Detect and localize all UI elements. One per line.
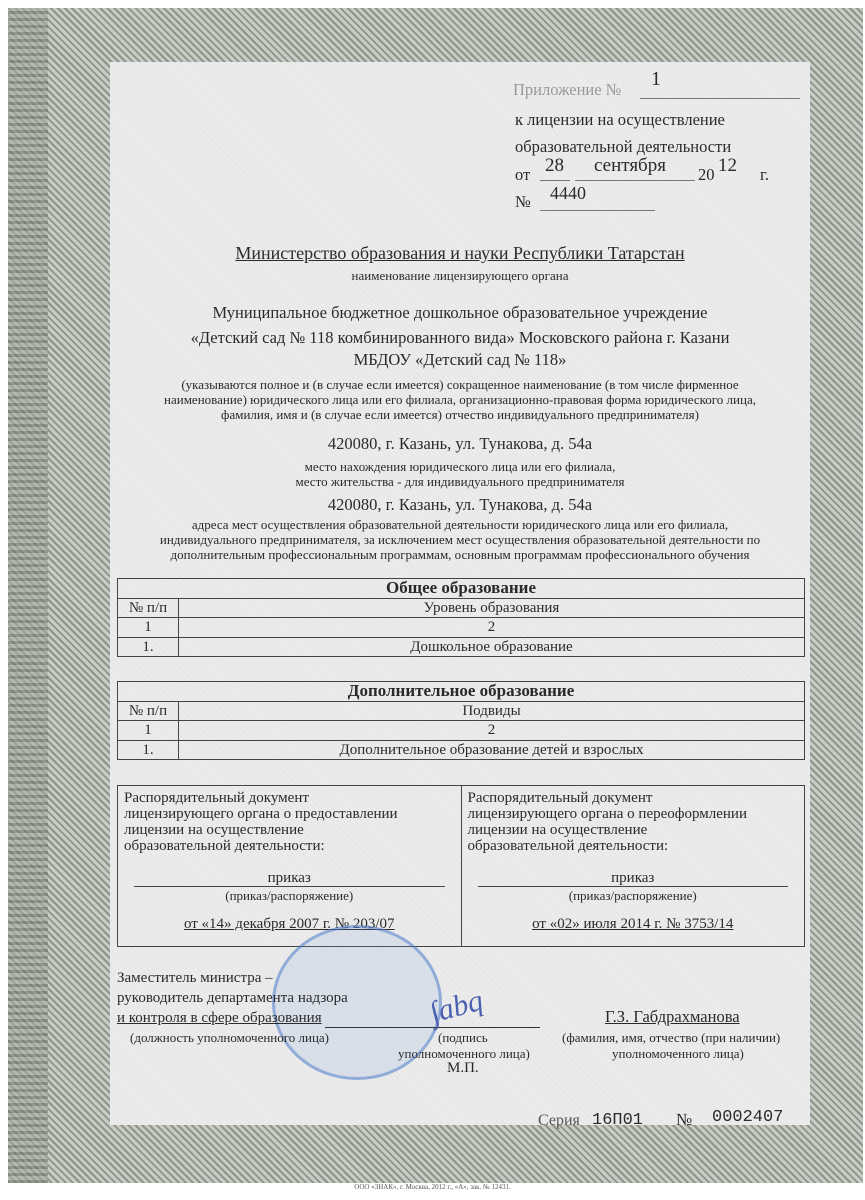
table-row — [118, 637, 805, 657]
signature-caption: уполномоченного лица) — [398, 1046, 530, 1061]
general-education-table — [117, 578, 805, 657]
authority-caption: наименование лицензирующего органа — [351, 268, 569, 283]
date-century: 20 — [698, 165, 715, 184]
number-label: № — [515, 192, 531, 211]
doc-text: лицензирующего органа о переоформлении — [467, 806, 747, 822]
document-issue — [118, 786, 461, 946]
org-caption: наименование) юридического лица или его филиала, организационно-правовая форма юридического лица, — [164, 392, 756, 407]
doc-text: лицензии на осуществление — [467, 822, 648, 838]
signatory-name: Г.З. Габдрахманова — [605, 1007, 740, 1026]
doc-date: от «02» июля 2014 г. № 3753/14 — [532, 916, 734, 932]
appendix-number: 1 — [651, 68, 661, 90]
additional-education-table — [117, 681, 805, 760]
handwritten-signature: ∫abq — [426, 983, 487, 1030]
activity-address: 420080, г. Казань, ул. Тунакова, д. 54а — [327, 495, 593, 514]
cell: 1. — [118, 740, 179, 760]
series-number: 0002407 — [712, 1108, 784, 1127]
column-number: 1 — [118, 618, 179, 638]
column-header: Уровень образования — [179, 598, 805, 618]
appendix-line: к лицензии на осуществление — [515, 110, 725, 129]
cell: Дошкольное образование — [179, 637, 805, 657]
date-day: 28 — [545, 155, 564, 176]
cell: Дополнительное образование детей и взрослых — [179, 740, 805, 760]
date-month: сентября — [594, 155, 666, 176]
name-caption: уполномоченного лица) — [612, 1046, 744, 1061]
position-caption: (должность уполномоченного лица) — [130, 1030, 330, 1045]
doc-text: Распорядительный документ — [124, 790, 309, 806]
printer-imprint: ООО «ЗНАК», г. Москва, 2012 г., «А», зак. № 12431. — [354, 1183, 511, 1191]
column-number: 2 — [179, 721, 805, 741]
doc-text: Распорядительный документ — [467, 790, 653, 806]
underline — [540, 210, 655, 211]
signature-line — [325, 1027, 540, 1028]
location-caption: место жительства - для индивидуального предпринимателя — [295, 474, 625, 489]
seal-place-label: М.П. — [447, 1060, 479, 1076]
name-caption: (фамилия, имя, отчество (при наличии) — [562, 1030, 781, 1045]
org-name-line1: Муниципальное бюджетное дошкольное образовательное учреждение — [212, 303, 708, 322]
location-caption: место нахождения юридического лица или его филиала, — [304, 459, 616, 474]
border-pattern — [8, 8, 48, 1183]
doc-text: образовательной деятельности: — [124, 838, 325, 854]
table-row — [118, 740, 805, 760]
table-title: Дополнительное образование — [118, 682, 805, 702]
table-title: Общее образование — [118, 579, 805, 599]
underline — [575, 180, 695, 181]
cell: 1. — [118, 637, 179, 657]
doc-type-caption: (приказ/распоряжение) — [568, 888, 697, 903]
activity-caption: индивидуального предпринимателя, за исключением мест осуществления образовательной деятельности по — [159, 532, 761, 547]
org-caption: фамилия, имя и (в случае если имеется) отчество индивидуального предпринимателя) — [221, 407, 699, 422]
series-number-label: № — [676, 1110, 693, 1129]
column-number: 2 — [179, 618, 805, 638]
underline — [640, 98, 800, 99]
doc-type: приказ — [478, 870, 789, 887]
appendix-line: образовательной деятельности — [515, 137, 732, 156]
document-reissue — [461, 786, 805, 946]
date-year: 12 — [718, 155, 737, 176]
authority-name: Министерство образования и науки Республики Татарстан — [235, 243, 685, 263]
location-address: 420080, г. Казань, ул. Тунакова, д. 54а — [327, 434, 593, 453]
appendix-label: Приложение № — [513, 80, 622, 99]
position-line: руководитель департамента надзора — [117, 990, 348, 1006]
license-number: 4440 — [550, 183, 586, 203]
column-header: № п/п — [118, 701, 179, 721]
column-number: 1 — [118, 721, 179, 741]
activity-caption: адреса мест осуществления образовательной деятельности юридического лица или его филиала, — [191, 517, 729, 532]
org-caption: (указываются полное и (в случае если имеется) сокращенное наименование (в том числе фирменное — [181, 377, 739, 392]
doc-type: приказ — [134, 870, 445, 887]
series-label: Серия — [538, 1112, 580, 1129]
administrative-documents — [117, 785, 805, 947]
doc-date: от «14» декабря 2007 г. № 203/07 — [183, 916, 395, 932]
series-value: 16П01 — [592, 1111, 644, 1130]
underline — [540, 180, 570, 181]
year-suffix: г. — [760, 165, 770, 184]
position-line: и контроля в сфере образования — [117, 1010, 322, 1026]
column-header: Подвиды — [179, 701, 805, 721]
date-from-label: от — [515, 165, 531, 184]
doc-text: лицензирующего органа о предоставлении — [124, 806, 398, 822]
org-name-line2: «Детский сад № 118 комбинированного вида» Московского района г. Казани — [190, 328, 730, 347]
signature-caption: (подпись — [438, 1030, 488, 1045]
org-short-name: МБДОУ «Детский сад № 118» — [353, 350, 567, 369]
doc-type-caption: (приказ/распоряжение) — [225, 888, 354, 903]
doc-text: образовательной деятельности: — [467, 838, 669, 854]
column-header: № п/п — [118, 598, 179, 618]
position-line: Заместитель министра – — [117, 970, 273, 986]
activity-caption: дополнительным профессиональным программам, основным программам профессионального обучения — [170, 547, 750, 562]
doc-text: лицензии на осуществление — [124, 822, 304, 838]
